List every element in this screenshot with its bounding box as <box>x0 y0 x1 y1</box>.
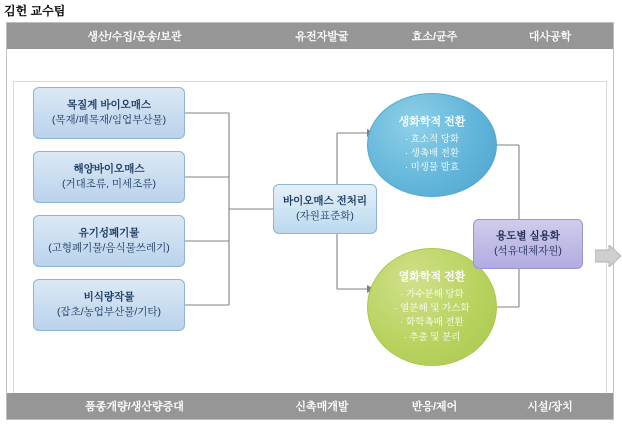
footer-col-1: 품종개량/생산량증대 <box>85 401 184 413</box>
feedstock-name-4: 비식량작물 <box>83 290 135 303</box>
biochemical-conversion-ellipse[interactable] <box>367 93 497 197</box>
footer-col-4: 시설/장치 <box>527 401 573 413</box>
header-col-4: 대사공학 <box>528 31 572 43</box>
utilization-detail: (석유대체자원) <box>494 245 562 257</box>
feedstock-box-3[interactable] <box>33 215 185 267</box>
header-col-1: 생산/수집/운송/보관 <box>87 31 182 43</box>
diagram-canvas <box>7 49 613 393</box>
biochemical-item-2: · 생촉배 전환 <box>404 148 460 160</box>
feedstock-box-4[interactable] <box>33 279 185 331</box>
header-band <box>7 23 613 49</box>
footer-band <box>7 393 613 419</box>
pretreatment-name: 바이오매스 전처리 <box>282 194 368 207</box>
header-col-3: 효소/균주 <box>411 31 458 43</box>
biochemical-title: 생화학적 전환 <box>398 116 466 129</box>
footer-col-2: 신촉매개발 <box>295 401 349 413</box>
footer-col-3: 반응/제어 <box>411 401 458 413</box>
feedstock-name-1: 목질계 바이오매스 <box>66 98 152 111</box>
biochemical-item-1: · 효소적 당화 <box>404 133 460 145</box>
feedstock-box-2[interactable] <box>33 151 185 203</box>
diagram-frame <box>6 22 614 420</box>
pretreatment-box[interactable] <box>273 184 377 234</box>
feedstock-detail-3: (고형폐기물/음식물쓰레기) <box>48 242 170 254</box>
header-col-2: 유전자발굴 <box>295 31 349 43</box>
feedstock-detail-4: (잡초/농업부산물/기타) <box>56 306 162 318</box>
utilization-name: 용도별 실용화 <box>496 229 560 242</box>
feedstock-name-2: 해양바이오매스 <box>73 162 145 175</box>
feedstock-name-3: 유기성폐기물 <box>78 226 140 239</box>
feedstock-detail-2: (거대조류, 미세조류) <box>62 178 156 190</box>
feedstock-detail-1: (목재/폐목재/임업부산물) <box>51 114 167 126</box>
thermochemical-item-3: · 화학촉매 전환 <box>400 317 464 329</box>
thermochemical-item-4: · 추출 및 분리 <box>403 331 461 343</box>
utilization-box[interactable] <box>473 219 583 269</box>
biochemical-item-3: · 미생물 발효 <box>404 162 460 174</box>
output-arrow-icon <box>595 245 621 267</box>
page-title: 김헌 교수팀 <box>4 4 66 18</box>
thermochemical-item-2: · 열분해 및 가스화 <box>394 303 470 314</box>
feedstock-box-1[interactable] <box>33 87 185 139</box>
thermochemical-item-1: · 가수분해 당화 <box>400 288 464 300</box>
thermochemical-title: 열화학적 전환 <box>398 271 466 284</box>
pretreatment-detail: (자원표준화) <box>296 210 354 222</box>
